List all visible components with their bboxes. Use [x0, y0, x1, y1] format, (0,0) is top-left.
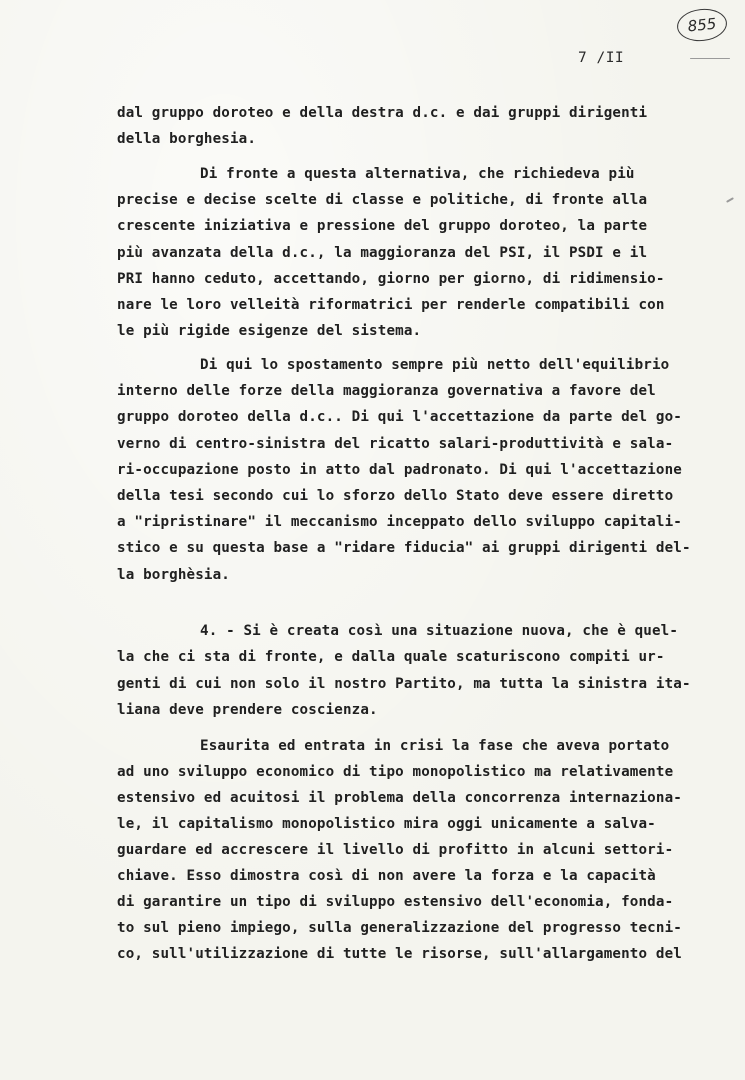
text-line: co, sull'utilizzazione di tutte le risorse, sull'allargamento del	[117, 946, 682, 962]
text-line: estensivo ed acuitosi il problema della concorrenza internaziona-	[117, 790, 682, 806]
text-line: PRI hanno ceduto, accettando, giorno per giorno, di ridimensio-	[117, 270, 665, 287]
text-line: gruppo doroteo della d.c.. Di qui l'accettazione da parte del go-	[117, 409, 682, 426]
archive-number-stamp: 855	[675, 6, 728, 43]
text-line: dal gruppo doroteo e della destra d.c. e dai gruppi dirigenti	[117, 105, 648, 121]
text-line: ad uno sviluppo economico di tipo monopolistico ma relativamente	[117, 764, 674, 780]
text-line: 4. - Si è creata così una situazione nuova, che è quel-	[200, 623, 679, 639]
text-line: della tesi secondo cui lo sforzo dello Stato deve essere diretto	[117, 488, 674, 504]
text-line: la borghèsia.	[117, 566, 230, 583]
text-line: Di qui lo spostamento sempre più netto dell'equilibrio	[200, 357, 670, 373]
page-number: 7 /II	[578, 50, 625, 66]
text-line: chiave. Esso dimostra così di non avere la forza e la capacità	[117, 868, 656, 884]
text-line: della borghesia.	[117, 131, 257, 147]
text-line: la che ci sta di fronte, e dalla quale scaturiscono compiti ur-	[117, 649, 665, 666]
text-line: stico e su questa base a "ridare fiducia" ai gruppi dirigenti del-	[117, 540, 691, 557]
text-line: crescente iniziativa e pressione del gruppo doroteo, la parte	[117, 218, 648, 235]
text-line: verno di centro-sinistra del ricatto salari-produttività e sala-	[117, 435, 674, 452]
text-line: a "ripristinare" il meccanismo inceppato dello sviluppo capitali-	[117, 514, 682, 531]
scan-mark	[690, 58, 730, 59]
text-line: genti di cui non solo il nostro Partito, ma tutta la sinistra ita-	[117, 675, 691, 692]
text-line: le più rigide esigenze del sistema.	[117, 323, 422, 340]
text-line: più avanzata della d.c., la maggioranza del PSI, il PSDI e il	[117, 244, 648, 261]
text-line: le, il capitalismo monopolistico mira oggi unicamente a salva-	[117, 816, 656, 832]
scan-mark	[726, 197, 734, 203]
text-line: di garantire un tipo di sviluppo estensivo dell'economia, fonda-	[117, 894, 674, 910]
text-line: nare le loro velleità riformatrici per renderle compatibili con	[117, 297, 665, 313]
text-line: Esaurita ed entrata in crisi la fase che aveva portato	[200, 738, 670, 754]
text-line: precise e decise scelte di classe e politiche, di fronte alla	[117, 192, 648, 209]
text-line: liana deve prendere coscienza.	[117, 701, 378, 718]
text-line: interno delle forze della maggioranza governativa a favore del	[117, 383, 656, 400]
text-line: to sul pieno impiego, sulla generalizzazione del progresso tecni-	[117, 920, 682, 936]
text-line: Di fronte a questa alternativa, che richiedeva più	[200, 166, 635, 182]
text-line: guardare ed accrescere il livello di profitto in alcuni settori-	[117, 842, 674, 858]
text-line: ri-occupazione posto in atto dal padronato. Di qui l'accettazione	[117, 461, 682, 478]
